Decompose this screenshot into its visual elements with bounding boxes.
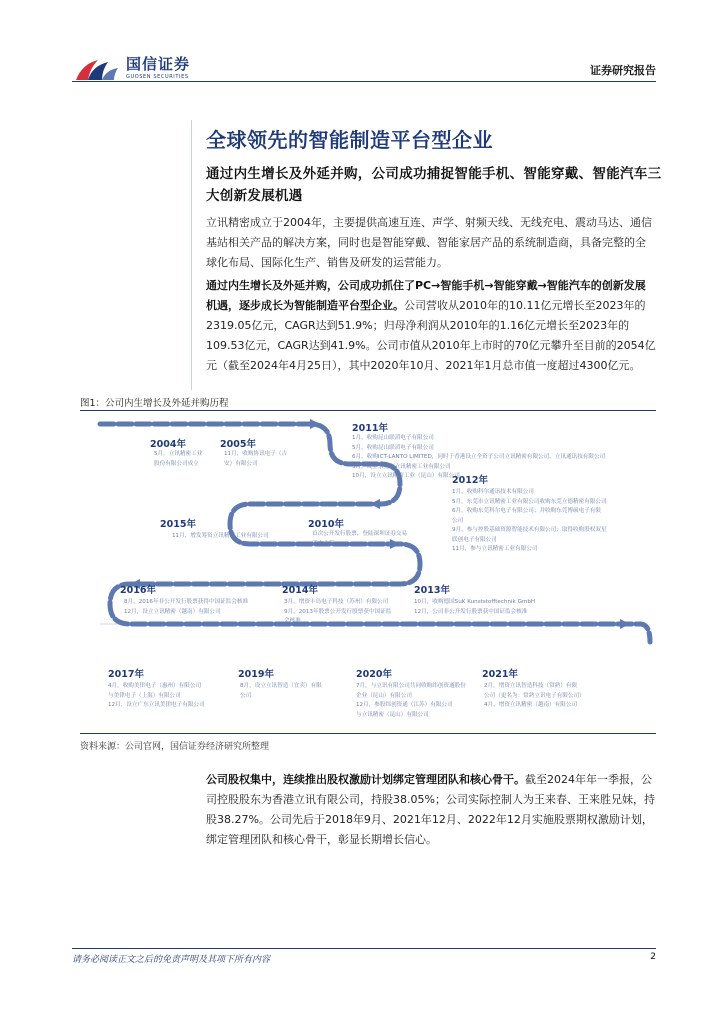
events-2012 [452, 488, 607, 555]
page-number: 2 [650, 952, 656, 962]
year-2004: 2004年 [150, 439, 186, 450]
paragraph-equity-body: 截至2024年年一季报，公司控股股东为香港立讯有限公司，持股38.05%；公司实际控制人为王来春、王来胜兄妹，持股38.27%。公司先后于2018年9月、2021年12月、2022年12月实施股票期权激励计划，绑定管理团队和核心骨干，彰显长期增长信心。 [206, 773, 655, 846]
event-line: 会核准 [284, 618, 301, 624]
event-line: 与美律电子（上海）有限公司 [108, 692, 181, 699]
events-2019 [240, 682, 322, 701]
events-2015 [172, 532, 269, 542]
event-line: 与立讯精密（昆山）有限公司 [356, 711, 429, 718]
event-line: 7月，与立讯有限公司共同收购纬创资通股份 [356, 683, 466, 689]
paragraph-intro: 立讯精密成立于2004年，主要提供高速互连、声学、射频天线、无线充电、震动马达、通信基站相关产品的解决方案，同时也是智能穿戴、智能家居产品的系统制造商，具备完整的全球化布局、国际化生产、销售及研发的运营能力。 [206, 216, 652, 269]
event-line: 5月，收购昆山联滔电子有限公司 [352, 444, 434, 451]
event-line: 5月，东莞市立讯精密工业有限公司收购东莞立德精密有限公司 [452, 498, 607, 505]
side-rule [191, 120, 192, 390]
event-line: 6月，收购ICT-LANTO LIMITED，同时于香港设立全资子公司立讯精密有限公司、立讯通讯技有限公司 [352, 454, 606, 460]
logo-en: GUOSEN SECURITIES [126, 73, 189, 80]
figure-source: 资料来源：公司官网，国信证券经济研究所整理 [80, 742, 270, 752]
guosen-logo-icon [72, 52, 122, 84]
timeline-figure [80, 412, 656, 732]
year-2010: 2010年 [308, 519, 344, 530]
report-type: 证券研究报告 [590, 64, 656, 77]
events-2016 [124, 598, 248, 617]
event-line: 企业（昆山）有限公司 [356, 692, 412, 699]
event-line: 公司 [452, 517, 464, 524]
event-line: 9月，设立东莞市立讯精密工业有限公司 [352, 463, 451, 470]
events-2013 [414, 598, 535, 617]
event-line: 3月，增资丰岛电子科技（苏州）有限公司 [284, 599, 389, 605]
events-2017 [108, 682, 205, 711]
figure-bottom-rule [80, 733, 656, 734]
year-2012: 2012年 [452, 475, 488, 486]
events-2021 [484, 682, 585, 711]
event-line: 2月，增资立讯智造科技（常熟）有限 [484, 683, 578, 689]
event-line: 4月，收购美律电子（惠州）有限公司 [108, 683, 202, 689]
event-line: 9月，2013年股票公开发行股票获中国证监 [284, 608, 392, 615]
paragraph-growth-lead: 通过内生增长及外延并购，公司成功抓住了PC→智能手机→智能穿戴→智能汽车的创新发展机遇，逐步成长为智能制造平台型企业。 [206, 279, 646, 312]
year-2005: 2005年 [220, 439, 256, 450]
event-line: 5月，立讯精密工业 [154, 451, 203, 457]
event-line: 安）有限公司 [224, 460, 258, 467]
event-line: 11月，增发筹资立讯精密工业有限公司 [172, 533, 269, 539]
event-line: 1月，收购科尔通讯技术有限公司 [452, 489, 534, 495]
paragraph-growth-body: 公司营收从2010年的10.11亿元增长至2023年的2319.05亿元，CAGR达到51.9%；归母净利润从2010年的1.16亿元增长至2023年的109.53亿元，CAGR达到41.9%。公司市值从2010年上市时的70亿元攀升至目前的2054亿元（截至2024年4月25日），其中2020年10月、2021年1月总市值一度超过4300亿元。 [206, 299, 656, 372]
events-2010 [312, 530, 407, 549]
figure-title: 图1：公司内生增长及外延并购历程 [80, 398, 229, 409]
event-line: 6月，收购东莞科尔电子有限公司；并收购东莞博硕电子有限 [452, 508, 601, 514]
event-line: 8月，设立立讯智造（宜宾）有限 [240, 683, 322, 689]
events-2014 [284, 598, 391, 627]
event-line: 12月，公司非公开发行股票获中国证监会核准 [414, 608, 528, 615]
year-2016: 2016年 [120, 585, 156, 596]
paragraph-growth [206, 276, 656, 376]
figure-top-rule [80, 410, 656, 411]
event-line: 8月，2016年非公开发行股票获得中国证监会核准 [124, 599, 249, 605]
event-line: 公司 [240, 692, 252, 699]
event-line: 联创电子有限公司 [452, 536, 497, 543]
section-title: 全球领先的智能制造平台型企业 [206, 128, 493, 152]
year-2015: 2015年 [160, 519, 196, 530]
year-2019: 2019年 [238, 669, 274, 680]
year-2011: 2011年 [352, 423, 388, 434]
event-line: 9月，参与控股基础资源智能技术有限公司；取得收购股权双星 [452, 527, 607, 533]
footer-divider [72, 948, 656, 949]
year-2021: 2021年 [482, 669, 518, 680]
event-line: 10月，收购德国SuK Kunststofftechnik GmbH [414, 599, 536, 605]
event-line: 股份有限公司成立 [154, 460, 199, 467]
event-line: 4月，增资立讯精密（越南）有限公司 [484, 702, 578, 708]
company-logo [72, 52, 190, 84]
event-line: 12月，设立广东立讯美律电子有限公司 [108, 702, 205, 708]
events-2004 [154, 450, 202, 469]
year-2013: 2013年 [414, 585, 450, 596]
year-2020: 2020年 [356, 669, 392, 680]
events-2020 [356, 682, 466, 720]
event-line: 11月，参与立讯精密工业有限公司 [452, 546, 538, 552]
paragraph-equity-lead: 公司股权集中，连续推出股权激励计划绑定管理团队和核心骨干。 [206, 773, 525, 786]
logo-cn: 国信证券 [126, 54, 191, 73]
event-line: 10月，设立立讯精密工业（昆山）有限公司 [352, 473, 460, 479]
year-2014: 2014年 [282, 585, 318, 596]
event-line: 12月，设立立讯精密（越南）有限公司 [124, 608, 221, 615]
event-line: 11月，收购协讯电子（吉 [224, 451, 288, 457]
event-line: 1月，收购昆山联滔电子有限公司 [352, 435, 434, 441]
year-2017: 2017年 [108, 669, 144, 680]
header-divider [72, 81, 656, 82]
paragraph-equity [206, 770, 656, 850]
footer-disclaimer: 请务必阅读正文之后的免责声明及其项下所有内容 [72, 955, 271, 965]
event-line: 所中小板 [312, 540, 335, 547]
section-subtitle: 通过内生增长及外延并购，公司成功捕捉智能手机、智能穿戴、智能汽车三大创新发展机遇 [206, 166, 662, 204]
event-line: 首次公开发行股票，登陆深圳证券交易 [312, 531, 408, 537]
events-2005 [224, 450, 287, 469]
event-line: 12月，参股纬创资通（江苏）有限公司 [356, 702, 453, 708]
event-line: 公司（更名为：常熟立讯电子有限公司） [484, 692, 585, 699]
